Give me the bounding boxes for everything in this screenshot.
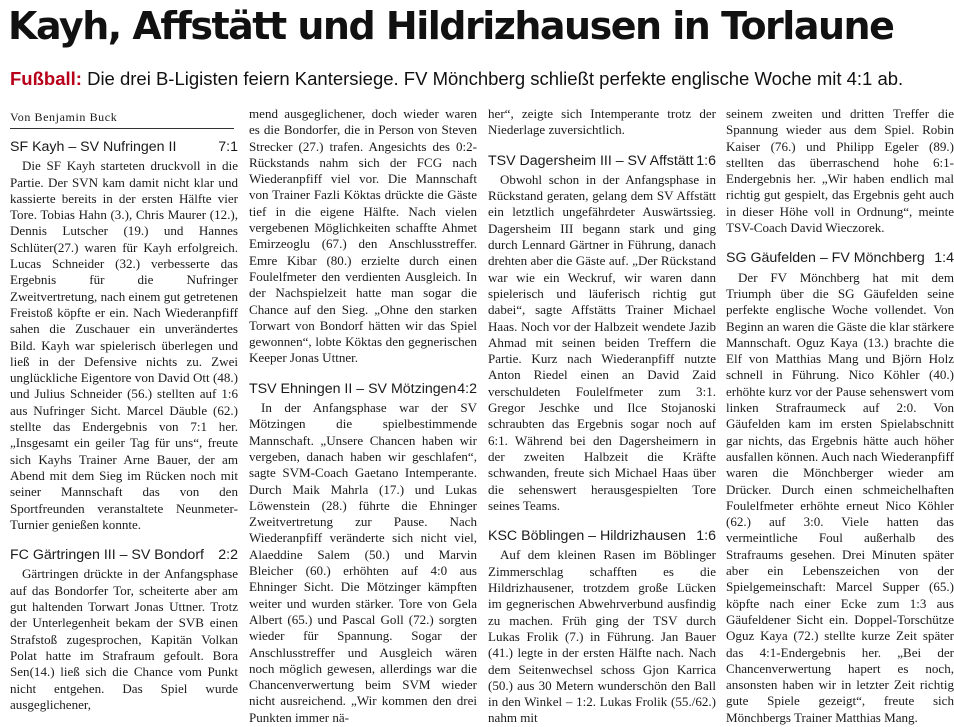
match-teams: TSV Dagersheim III – SV Affstätt [488, 152, 694, 169]
headline: Kayh, Affstätt und Hildrizhausen in Torlaune [8, 4, 894, 48]
match-report: Die SF Kayh starteten druckvoll in die Partie. Der SVN kam damit nicht klar und kassierte bereits in der ersten Hälfte vier Tore. Tobias Hahn (3.), Chris Maurer (12.), Dennis Lutscher (19.) und Hannes Schlüter(27.) waren für Kayh erfolgreich. Lucas Schneider (32.) verbesserte das Ergebnis für die Nufringer Zweitvertretung, nach einem gut getretenen Freistoß köpfte er ein. Nach Wiederanpfiff sahen die Zuschauer ein unverändertes Bild. Kayh war spielerisch überlegen und ließ in der Defensive nichts zu. Zwei unglückliche Eigentore von David Ott (48.) und Julius Schneider (56.) stellten auf 1:6 aus Nufringer Sicht. Marcel Däuble (62.) stellte das Endergebnis von 7:1 her. „Insgesamt ein geiler Tag für uns“, freute sich Kayhs Trainer Arne Bauer, der am Abend mit dem Sieg im Rücken noch mit seiner Mannschaft das von den Sportfreunden veranstaltete Neunmeter-Turnier genießen konnte. [10, 158, 238, 532]
match-score: 2:2 [218, 547, 238, 564]
match-heading [488, 153, 716, 169]
match-heading [10, 139, 238, 155]
match-teams: FC Gärtringen III – SV Bondorf [10, 547, 204, 564]
match-report: Gärtringen drückte in der Anfangsphase auf das Bondorfer Tor, scheiterte aber am gut haltenden Torwart Jonas Uttner. Trotz der Unterlegenheit bekam der SVB einen Strafstoß zugesprochen, Kapitän Volkan Polat hatte im Strafraum gefoult. Bora Sen(14.) ließ sich die Chance vom Punkt nicht entgehen. Das Spiel wurde ausgeglichener, [10, 566, 238, 712]
match-report: Der FV Mönchberg hat mit dem Triumph über die SG Gäufelden seine perfekte englische Woche vollendet. Von Beginn an waren die Gäste die klar stärkere Mannschaft. Oguz Kaya (13.) brachte die Elf von Matthias Mang und Björn Holz schnell in Führung. Nico Köhler (40.) erhöhte kurz vor der Pause sehenswert vom linken Strafraumeck auf 2:0. Von Gäufelden kam im ersten Spielabschnitt gar nichts, das Ergebnis hätte auch höher ausfallen können. Auch nach Wiederanpfiff waren die Mönchberger wieder am Drücker. Durch einen schmeichelhaften Foulelfmeter erhöhte erneut Nico Köhler (62.) auf 3:0. Viele hatten das vermeintliche Foul außerhalb des Strafraums gesehen. Drei Minuten später aber ein Lebenszeichen von der Spielgemeinschaft: Marcel Supper (65.) köpfte nach einer Ecke zum 1:3 aus Gäufeldener Sicht ein. Doppel-Torschütze Oguz Kaya (72.) stellte kurze Zeit später das 4:1-Endergebnis her. „Bei der Chancenverwertung hapert es noch, ansonsten haben wir in letzter Zeit richtig gute Spiele gezeigt“, freute sich Mönchbergs Trainer Matthias Mang. [726, 269, 954, 725]
subheadline: Die drei B-Ligisten feiern Kantersiege. FV Mönchberg schließt perfekte englische Woche mit 4:1 ab. [81, 68, 904, 89]
match-report-continued: mend ausgeglichener, doch wieder waren es die Bondorfer, die in Person von Steven Strecker (27.) trafen. Angesichts des 0:2-Rückstands nahm sich der FCG nach Wiederanpfiff viel vor. Die Mannschaft von Trainer Fazli Köktas drückte die Gäste tief in die eigene Hälfte. Nach vielen vergebenen Möglichkeiten schaffte Ahmet Emirzeoglu (67.) den Anschlusstreffer. Emre Kibar (80.) erzielte durch einen Foulelfmeter den verdienten Ausgleich. In der Nachspielzeit hatte man sogar die Chance auf den Sieg. „Ohne den starken Torwart von Bondorf hätten wir das Spiel gewonnen“, lobte Köktas den gegnerischen Keeper Jonas Uttner. [249, 106, 477, 366]
match-heading [488, 528, 716, 544]
match-teams: SF Kayh – SV Nufringen II [10, 139, 177, 155]
match-score: 7:1 [218, 139, 238, 155]
match-report-continued: seinem zweiten und dritten Treffer die Spannung wieder aus dem Spiel. Robin Kaiser (76.) und Philipp Egeler (89.) stellten das überraschend hohe 6:1-Endergebnis her. „Wir haben endlich mal richtig gut gespielt, das Ergebnis geht auch in dieser Höhe voll in Ordnung“, meinte TSV-Coach David Wieczorek. [726, 106, 954, 236]
subheadline-line [10, 68, 903, 90]
kicker: Fußball: [10, 68, 82, 89]
match-report: In der Anfangsphase war der SV Mötzingen die spielbestimmende Mannschaft. „Unsere Chancen haben wir vergeben, danach haben wir geschlafen“, sagte SVM-Coach Gaetano Intemperante. Durch Maik Mahrla (17.) und Lukas Löwenstein (28.) führte die Ehninger Zweitvertretung zur Pause. Nach Wiederanpfiff veränderte sich nicht viel, Alaeddine Salem (50.) und Marvin Bleicher (60.) erhöhten auf 4:0 aus Ehninger Sicht. Die Mötzinger kämpften weiter und wurden stärker. Tore von Gela Albert (65.) und Pascal Goll (72.) sorgten wieder für Spannung. Sogar der Anschlusstreffer und Ausgleich wären noch möglich gewesen, allerdings war die Chancenverwertung beim SVM wieder nicht ausreichend. „Wir kommen den drei Punkten immer nä- [249, 400, 477, 725]
match-heading [249, 381, 477, 397]
match-heading [726, 250, 954, 266]
match-heading [10, 547, 238, 563]
match-score: 1:6 [696, 152, 716, 169]
match-teams: SG Gäufelden – FV Mönchberg [726, 250, 925, 267]
column-3 [488, 106, 716, 727]
column-2 [249, 106, 477, 726]
match-score: 1:6 [696, 528, 716, 545]
match-teams: TSV Ehningen II – SV Mötzingen [249, 380, 457, 397]
match-score: 1:4 [934, 250, 954, 267]
match-report: Auf dem kleinen Rasen im Böblinger Zimmerschlag schafften es die Hildrizhausener, trotzdem große Lücken im gegnerischen Abwehrverbund ausfindig zu machen. Früh ging der TSV durch Lukas Frolik (7.) in Führung. Jan Bauer (41.) legte in der ersten Hälfte nach. Nach dem Seitenwechsel schoss Gjon Karrica (50.) aus 30 Metern wunderschön den Ball in den Winkel – 1:2. Lukas Frolik (55./62.) nahm mit [488, 547, 716, 726]
match-report: Obwohl schon in der Anfangsphase in Rückstand geraten, gelang dem SV Affstätt ein letztlich ungefährdeter Auswärtssieg. Dagersheim III begann stark und ging durch Lennard Gärtner in Führung, danach drehten aber die Gäste auf. „Der Rückstand war wie ein Weckruf, wir waren dann spielerisch und läuferisch richtig gut dabei“, sagte Affstätts Trainer Michael Haas. Noch vor der Halbzeit wendete Jazib Ahmad mit seinen beiden Treffern die Partie. Kurz nach Wiederanpfiff nutzte Anton Riedel einen an David Zaid verschuldeten Foulelfmeter zum 3:1. Gregor Jeschke und Ilce Stojanoski schraubten das Ergebnis sogar noch auf 6:1. Während bei den Dagersheimern in der zweiten Halbzeit die Kräfte schwanden, freute sich Michael Haas über die sehenswert herausgespielten Tore seines Teams. [488, 171, 716, 513]
byline: Von Benjamin Buck [10, 110, 234, 129]
match-teams: KSC Böblingen – Hildrizhausen [488, 528, 686, 545]
column-1 [10, 126, 238, 713]
match-report-continued: her“, zeigte sich Intemperante trotz der Niederlage zuversichtlich. [488, 106, 716, 138]
column-4 [726, 106, 954, 726]
match-score: 4:2 [457, 380, 477, 397]
